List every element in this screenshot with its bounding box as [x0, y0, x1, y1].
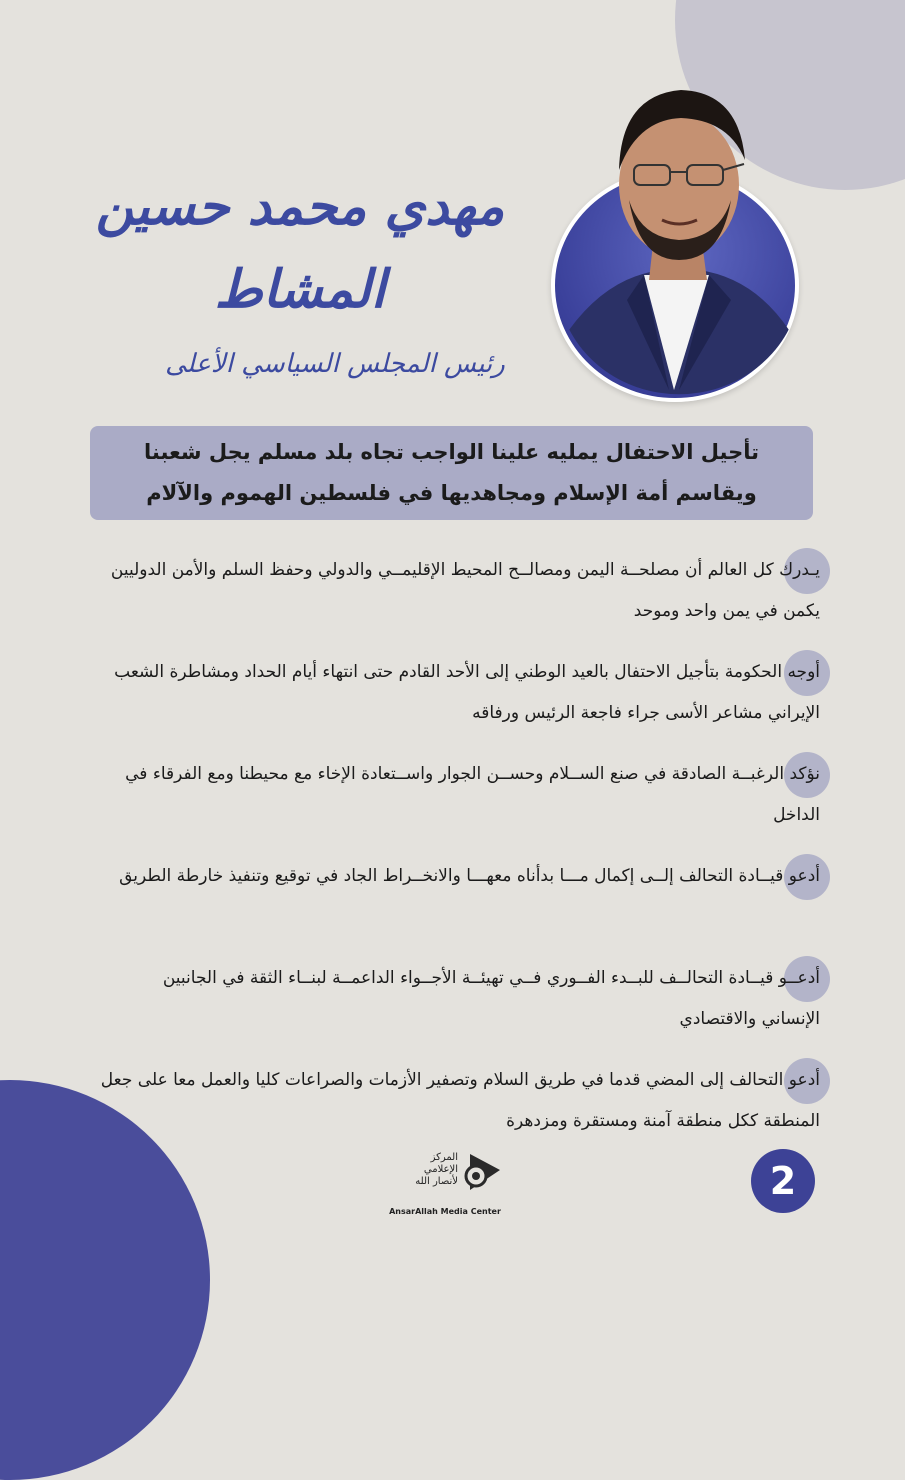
statement-item: [100, 550, 820, 632]
statement-item: [100, 958, 820, 1040]
statement-text: أوجه الحكومة بتأجيل الاحتفال بالعيد الوطني إلى الأحد القادم حتى انتهاء أيام الحداد ومشاطرة الشعب الإيراني مشاعر الأسى جراء فاجعة الرئيس ورفاقه: [114, 662, 820, 723]
statement-item: [100, 652, 820, 734]
portrait-person-image: [549, 60, 809, 400]
name-calligraphy: مهدي محمد حسين المشاط: [95, 176, 505, 321]
statement-text: أدعو قيــادة التحالف إلــى إكمال مـــا بدأناه معهـــا والانخــراط الجاد في توقيع وتنفيذ خارطة الطريق: [119, 866, 820, 886]
statement-list: [100, 550, 820, 1162]
headline-line-2: ويقاسم أمة الإسلام ومجاهديها في فلسطين الهموم والآلام: [146, 481, 757, 505]
statement-text: نؤكد الرغبــة الصادقة في صنع الســلام وحســن الجوار واســتعادة الإخاء مع محيطنا ومع الفرقاء في الداخل: [125, 764, 820, 825]
page-number-badge: 2: [751, 1149, 815, 1213]
statement-item: [100, 754, 820, 836]
logo-arabic-text: [410, 1152, 458, 1188]
media-center-logo: [380, 1150, 510, 1222]
statement-text: يـدرك كل العالم أن مصلحــة اليمن ومصالــح المحيط الإقليمــي والدولي وحفظ السلم والأمن الدوليين يكمن في يمن واحد وموحد: [110, 560, 820, 621]
logo-arabic-line-3: لأنصار الله: [415, 1176, 458, 1187]
headline-box: [90, 426, 813, 520]
headline-line-1: تأجيل الاحتفال يمليه علينا الواجب تجاه بلد مسلم يجل شعبنا: [144, 440, 759, 464]
statement-text: أدعــو قيــادة التحالــف للبــدء الفــوري فــي تهيئــة الأجــواء الداعمــة لبنــاء الثقة في الجانبين الإنساني والاقتصادي: [162, 968, 820, 1029]
statement-item: [100, 1060, 820, 1142]
logo-emblem-icon: [460, 1150, 504, 1202]
statement-text: أدعو التحالف إلى المضي قدما في طريق السلام وتصفير الأزمات والصراعات كليا والعمل معا على جعل المنطقة ككل منطقة آمنة ومستقرة ومزدهرة: [100, 1070, 820, 1131]
title-calligraphy: رئيس المجلس السياسي الأعلى: [165, 349, 505, 380]
logo-arabic-line-2: الإعلامي: [423, 1164, 458, 1175]
statement-item: [100, 856, 820, 938]
logo-arabic-line-1: المركز: [430, 1152, 458, 1163]
logo-english-text: AnsarAllah Media Center: [389, 1207, 501, 1216]
name-calligraphy-block: [60, 165, 540, 380]
